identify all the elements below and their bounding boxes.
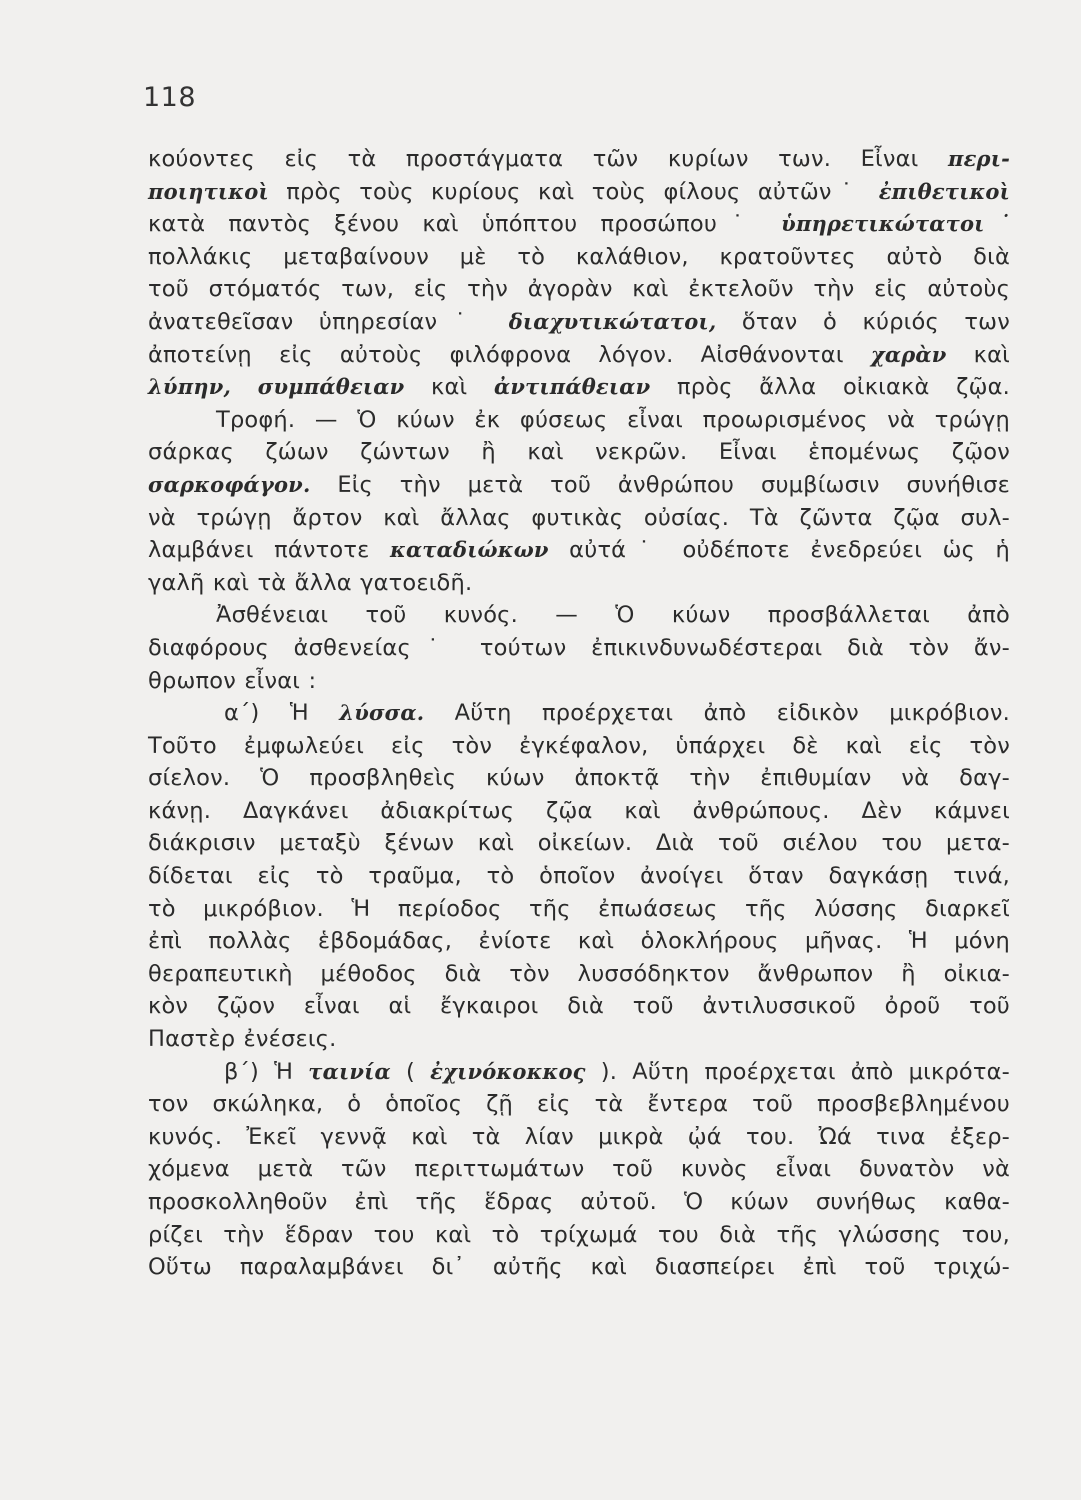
text-line: κατὰ παντὸς ξένου καὶ ὑπόπτου προσώπου˙ ὑπηρετικώτατοι˙ xyxy=(148,211,1010,238)
subsection-line: α΄) Ἡ λύσσα. Αὕτη προέρχεται ἀπὸ εἰδικὸν μικρόβιον. xyxy=(224,700,1010,727)
text-line: προσκολληθοῦν ἐπὶ τῆς ἕδρας αὐτοῦ. Ὁ κύων συνήθως καθα- xyxy=(148,1189,1010,1215)
emphasis: ἀντιπάθειαν xyxy=(493,374,651,400)
text-line: Παστὲρ ἐνέσεις. xyxy=(148,1026,337,1053)
text-line: χόμενα μετὰ τῶν περιττωμάτων τοῦ κυνὸς εἶναι δυνατὸν νὰ xyxy=(148,1156,1010,1183)
text-line: τον σκώληκα, ὁ ὁποῖος ζῇ εἰς τὰ ἔντερα τοῦ προσβεβλημένου xyxy=(148,1091,1010,1118)
emphasis: ποιητικοὶ xyxy=(148,178,269,204)
text-line: θρωπον εἶναι : xyxy=(148,667,317,694)
text-line: τὸ μικρόβιον. Ἡ περίοδος τῆς ἐπωάσεως τῆς λύσσης διαρκεῖ xyxy=(148,895,1010,922)
text-line: σίελον. Ὁ προσβληθεὶς κύων ἀποκτᾷ τὴν ἐπιθυμίαν νὰ δαγ- xyxy=(148,765,1010,792)
emphasis: καταδιώκων xyxy=(390,537,549,563)
emphasis: ὑπηρετικώτατοι˙ xyxy=(781,211,1010,237)
text-line: ἀνατεθεῖσαν ὑπηρεσίαν˙ διαχυτικώτατοι, ὅταν ὁ κύριός των xyxy=(148,308,1010,335)
text-line: λύπην, συμπάθειαν καὶ ἀντιπάθειαν πρὸς ἄλλα οἰκιακὰ ζῷα. xyxy=(148,374,1010,401)
text-line: θεραπευτικὴ μέθοδος διὰ τὸν λυσσόδηκτον ἄνθρωπον ἢ οἰκια- xyxy=(148,960,1010,987)
text-line: κούοντες εἰς τὰ προστάγματα τῶν κυρίων των. Εἶναι περι- xyxy=(148,146,1010,172)
emphasis: διαχυτικώτατοι, xyxy=(508,308,717,334)
text-line: λαμβάνει πάντοτε καταδιώκων αὐτά˙ οὐδέποτε ἐνεδρεύει ὡς ἡ xyxy=(148,537,1010,564)
page-number: 118 xyxy=(143,82,197,113)
body-text xyxy=(148,143,1010,1284)
emphasis: ταινία xyxy=(308,1058,391,1084)
text-line: διάκρισιν μεταξὺ ξένων καὶ οἰκείων. Διὰ τοῦ σιέλου του μετα- xyxy=(148,830,1010,857)
emphasis: λύσσα. xyxy=(339,700,425,726)
text-line: κάνῃ. Δαγκάνει ἀδιακρίτως ζῷα καὶ ἀνθρώπους. Δὲν κάμνει xyxy=(148,797,1010,824)
text-line: Οὕτω παραλαμβάνει δι᾿ αὐτῆς καὶ διασπείρει ἐπὶ τοῦ τριχώ- xyxy=(148,1254,1010,1281)
section-heading-line: Τροφή. — Ὁ κύων ἐκ φύσεως εἶναι προωρισμένος νὰ τρώγῃ xyxy=(216,406,1010,433)
section-heading-line: Ἀσθένειαι τοῦ κυνός. — Ὁ κύων προσβάλλεται ἀπὸ xyxy=(216,602,1010,629)
subsection-line: β΄) Ἡ ταινία ( ἐχινόκοκκος ). Αὕτη προέρχεται ἀπὸ μικρότα- xyxy=(224,1058,1010,1085)
emphasis: χαρὰν xyxy=(870,341,947,367)
text-line: ποιητικοὶ πρὸς τοὺς κυρίους καὶ τοὺς φίλους αὐτῶν˙ ἐπιθετικοὶ xyxy=(148,178,1010,205)
text-line: ρίζει τὴν ἕδραν του καὶ τὸ τρίχωμά του διὰ τῆς γλώσσης του, xyxy=(148,1221,1010,1248)
text-line: διαφόρους ἀσθενείας˙ τούτων ἐπικινδυνωδέστεραι διὰ τὸν ἄν- xyxy=(148,634,1010,661)
text-line: γαλῆ καὶ τὰ ἄλλα γατοειδῆ. xyxy=(148,569,473,596)
emphasis: λύπην, συμπάθειαν xyxy=(148,374,405,400)
text-line: κυνός. Ἐκεῖ γεννᾷ καὶ τὰ λίαν μικρὰ ᾠά του. Ὠά τινα ἐξερ- xyxy=(148,1123,1010,1150)
text-line: Τοῦτο ἐμφωλεύει εἰς τὸν ἐγκέφαλον, ὑπάρχει δὲ καὶ εἰς τὸν xyxy=(148,732,1010,759)
emphasis: σαρκοφάγον. xyxy=(148,471,311,497)
text-line: πολλάκις μεταβαίνουν μὲ τὸ καλάθιον, κρατοῦντες αὐτὸ διὰ xyxy=(148,243,1010,270)
text-line: ἀποτείνῃ εἰς αὐτοὺς φιλόφρονα λόγον. Αἰσθάνονται χαρὰν καὶ xyxy=(148,341,1010,368)
text-line: νὰ τρώγῃ ἄρτον καὶ ἄλλας φυτικὰς οὐσίας. Τὰ ζῶντα ζῷα συλ- xyxy=(148,504,1010,531)
text-line: κὸν ζῷον εἶναι αἱ ἔγκαιροι διὰ τοῦ ἀντιλυσσικοῦ ὀροῦ τοῦ xyxy=(148,993,1010,1020)
text-line: τοῦ στόματός των, εἰς τὴν ἀγορὰν καὶ ἐκτελοῦν τὴν εἰς αὐτοὺς xyxy=(148,276,1010,303)
emphasis: περι- xyxy=(948,146,1010,171)
text-line: σαρκοφάγον. Εἰς τὴν μετὰ τοῦ ἀνθρώπου συμβίωσιν συνήθισε xyxy=(148,471,1010,498)
text-line: σάρκας ζώων ζώντων ἢ καὶ νεκρῶν. Εἶναι ἑπομένως ζῷον xyxy=(148,439,1010,466)
text-line: δίδεται εἰς τὸ τραῦμα, τὸ ὁποῖον ἀνοίγει ὅταν δαγκάσῃ τινά, xyxy=(148,863,1010,890)
emphasis: ἐπιθετικοὶ xyxy=(878,178,1010,204)
emphasis: ἐχινόκοκκος xyxy=(430,1058,586,1084)
text-line: ἐπὶ πολλὰς ἑβδομάδας, ἐνίοτε καὶ ὁλοκλήρους μῆνας. Ἡ μόνη xyxy=(148,928,1010,955)
